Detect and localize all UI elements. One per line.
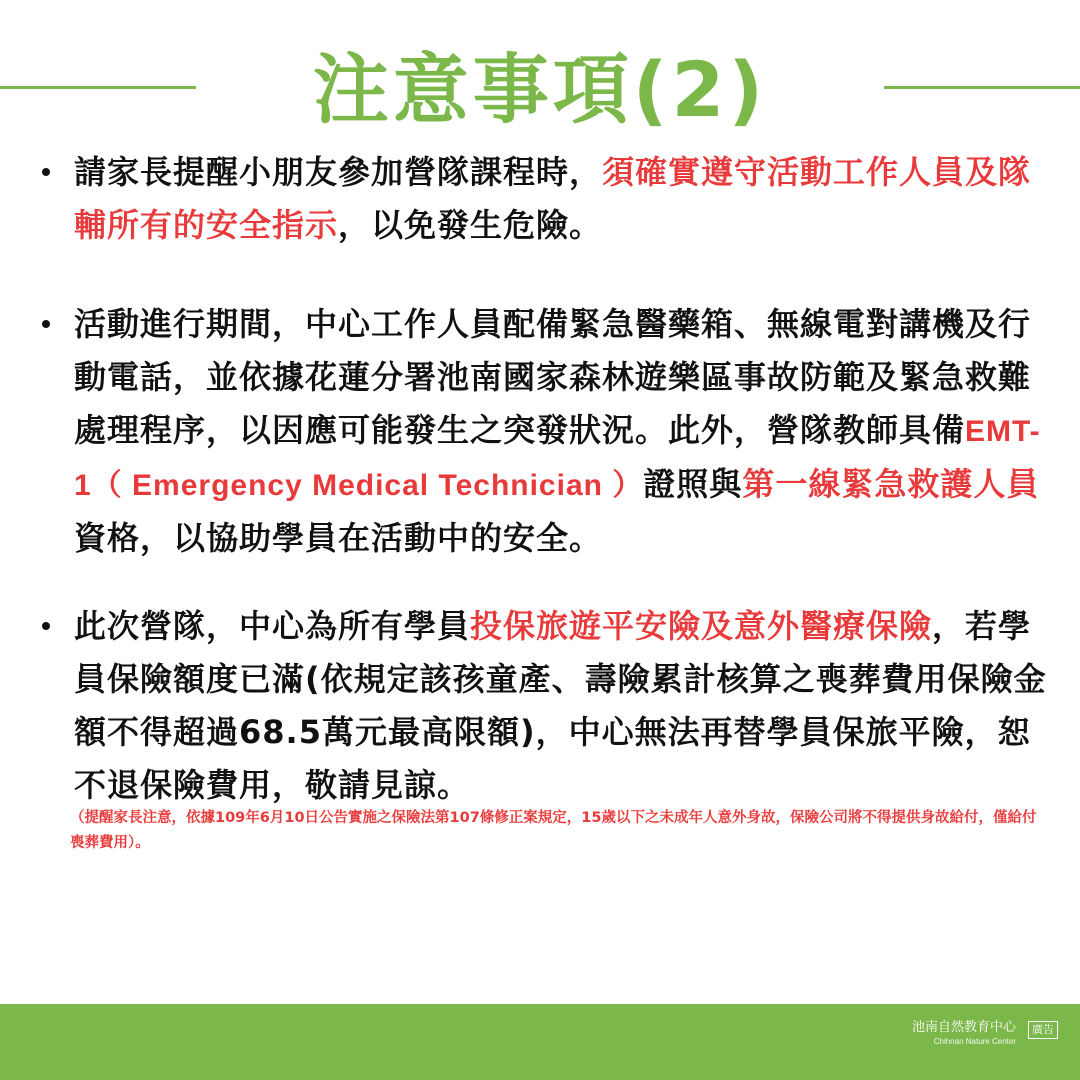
- bullet-icon: [42, 622, 50, 630]
- notice-segment: 資格，以協助學員在活動中的安全。: [74, 519, 603, 557]
- notice-highlight-emt: EMT-1（ Emergency Medical Technician ）: [74, 415, 1041, 502]
- notice-highlight: 第一線緊急救護人員: [742, 465, 1040, 503]
- notice-segment: ，若學員保險額度已滿(依規定該孩童產、壽險累計核算之喪葬費用保險金額不得超過68.5萬元最高限額)，中心無法再替學員保旅平險，恕不退保險費用，敬請見諒。: [74, 607, 1047, 804]
- notice-segment: 此次營隊，中心為所有學員: [74, 607, 471, 645]
- title-divider-right: [884, 86, 1080, 89]
- bullet-icon: [42, 320, 50, 328]
- notice-segment: ，以免發生危險。: [338, 206, 603, 244]
- notice-highlight: 須確實遵守活動工作人員及隊輔所有的安全指示: [74, 153, 1032, 244]
- notice-highlight: 投保旅遊平安險及意外醫療保險: [470, 607, 933, 645]
- title-divider-left: [0, 86, 196, 89]
- title-area: [0, 40, 1080, 140]
- notice-segment: 證照與: [643, 465, 743, 503]
- page-title: 注意事項(2): [312, 45, 768, 134]
- bullet-icon: [42, 168, 50, 176]
- org-name-zh: 池南自然教育中心: [911, 1020, 1016, 1035]
- notice-segment: 活動進行期間，中心工作人員配備緊急醫藥箱、無線電對講機及行動電話，並依據花蓮分署池南國家森林遊樂區事故防範及緊急救難處理程序，以因應可能發生之突發狀況。此外，營隊教師具備: [74, 305, 1032, 449]
- org-name-en: Chihnan Nature Center: [933, 1037, 1016, 1046]
- insurance-footnote: （提醒家長注意，依據109年6月10日公告實施之保險法第107條修正案規定，15歲以下之未成年人意外身故，保險公司將不得提供身故給付，僅給付喪葬費用）。: [70, 810, 1037, 851]
- org-logo: [912, 1020, 1016, 1047]
- notice-text-safety: [74, 146, 1049, 252]
- notice-segment: 請家長提醒小朋友參加營隊課程時，: [74, 153, 603, 191]
- notice-text-emergency: [74, 298, 1049, 565]
- footer-bar: [0, 1004, 1080, 1080]
- notice-text-insurance: [74, 600, 1049, 812]
- ad-badge: 廣告: [1028, 1021, 1058, 1039]
